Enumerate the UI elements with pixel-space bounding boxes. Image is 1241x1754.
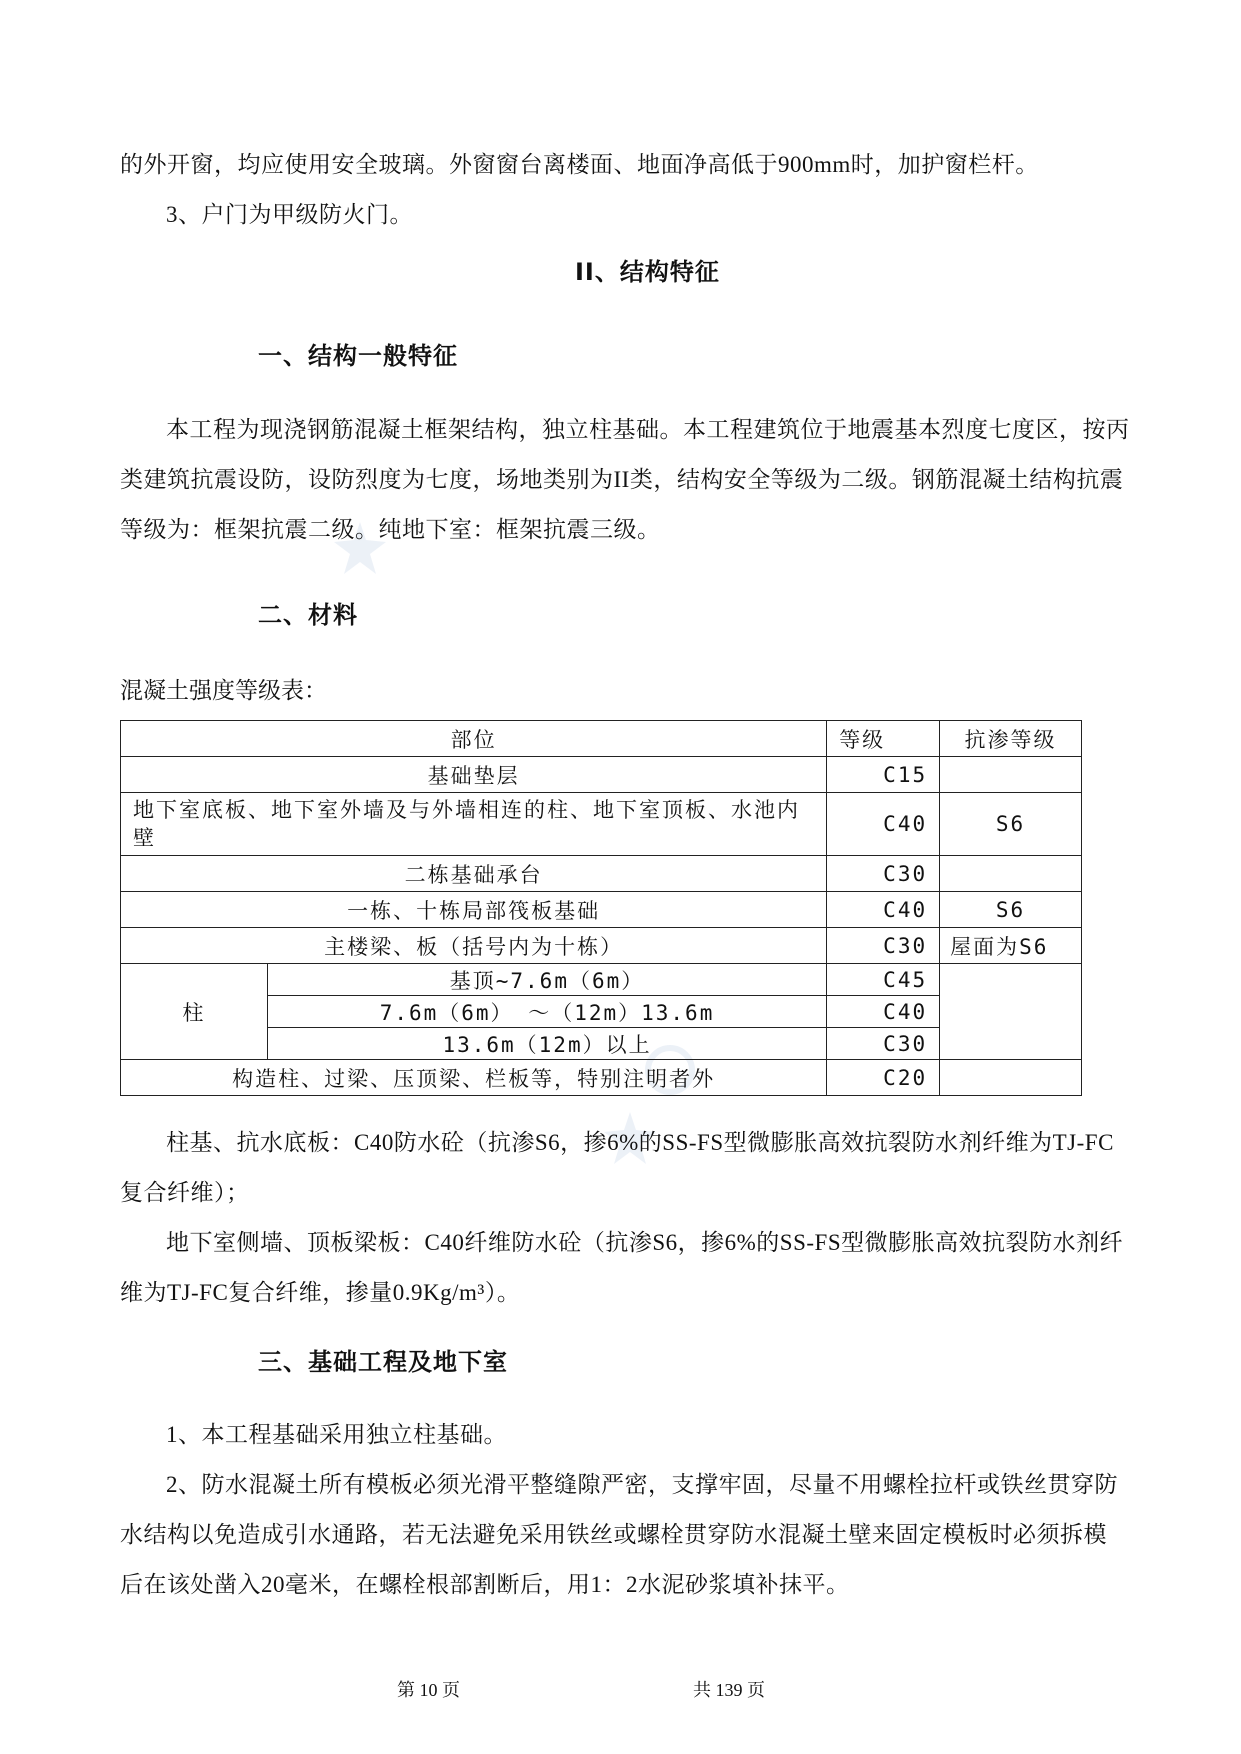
table-row: [121, 757, 1082, 793]
part-cell: 主楼梁、板（括号内为十栋）: [121, 928, 827, 964]
paragraph-structure-description: 本工程为现浇钢筋混凝土框架结构，独立柱基础。本工程建筑位于地震基本烈度七度区，按丙类建筑抗震设防，设防烈度为七度，场地类别为II类，结构安全等级为二级。钢筋混凝土结构抗震等级为：框架抗震二级。纯地下室：框架抗震三级。: [120, 417, 1130, 542]
header-impermeability: 抗渗等级: [940, 721, 1082, 757]
paragraph-foundation-concrete: 柱基、抗水底板：C40防水砼（抗渗S6，掺6%的SS-FS型微膨胀高效抗裂防水剂纤维为TJ-FC复合纤维）；: [120, 1130, 1114, 1205]
table-row: [121, 964, 1082, 996]
part-cell: 7.6m（6m） ～（12m）13.6m: [267, 996, 826, 1028]
part-cell: 基顶~7.6m（6m）: [267, 964, 826, 996]
table-row: [121, 856, 1082, 892]
table-row: [121, 928, 1082, 964]
table-caption: 混凝土强度等级表：: [120, 678, 327, 703]
part-cell: 地下室底板、地下室外墙及与外墙相连的柱、地下室顶板、水池内壁: [121, 793, 827, 856]
part-cell: 一栋、十栋局部筏板基础: [121, 892, 827, 928]
grade-cell: C20: [827, 1060, 940, 1096]
page-number: 第 10 页: [397, 1680, 460, 1700]
part-cell: 基础垫层: [121, 757, 827, 793]
paragraph-basement-walls: 地下室侧墙、顶板梁板：C40纤维防水砼（抗渗S6，掺6%的SS-FS型微膨胀高效抗裂防水剂纤维为TJ-FC复合纤维，掺量0.9Kg/m³）。: [120, 1230, 1124, 1305]
impermeability-cell: S6: [940, 892, 1082, 928]
heading-materials: 二、材料: [258, 601, 358, 629]
grade-cell: C15: [827, 757, 940, 793]
heading-general-structure: 一、结构一般特征: [258, 342, 458, 370]
total-pages: 共 139 页: [693, 1680, 765, 1700]
grade-cell: C40: [827, 892, 940, 928]
grade-cell: C45: [827, 964, 940, 996]
grade-cell: C30: [827, 856, 940, 892]
section-title: II、结构特征: [575, 258, 720, 286]
table-header-row: [121, 721, 1082, 757]
table-row: [121, 1060, 1082, 1096]
grade-cell: C40: [827, 996, 940, 1028]
part-cell: 二栋基础承台: [121, 856, 827, 892]
part-cell: 构造柱、过梁、压顶梁、栏板等，特别注明者外: [121, 1060, 827, 1096]
impermeability-cell: [940, 1060, 1082, 1096]
column-group-label: 柱: [121, 964, 268, 1060]
grade-cell: C40: [827, 793, 940, 856]
impermeability-cell: [940, 757, 1082, 793]
grade-cell: C30: [827, 1028, 940, 1060]
impermeability-cell: S6: [940, 793, 1082, 856]
paragraph-window-safety: 的外开窗，均应使用安全玻璃。外窗窗台离楼面、地面净高低于900mm时，加护窗栏杆。: [120, 152, 1039, 177]
paragraph-foundation-type: 1、本工程基础采用独立柱基础。: [166, 1422, 507, 1447]
impermeability-cell: [940, 856, 1082, 892]
header-part: 部位: [121, 721, 827, 757]
table-row: [121, 892, 1082, 928]
part-cell: 13.6m（12m）以上: [267, 1028, 826, 1060]
paragraph-formwork: 2、防水混凝土所有模板必须光滑平整缝隙严密，支撑牢固，尽量不用螺栓拉杆或铁丝贯穿防水结构以免造成引水通路，若无法避免采用铁丝或螺栓贯穿防水混凝土壁来固定模板时必须拆模后在该处凿入20毫米，在螺栓根部割断后，用1：2水泥砂浆填补抹平。: [120, 1472, 1118, 1597]
table-row: [121, 793, 1082, 856]
paragraph-fire-door: 3、户门为甲级防火门。: [166, 202, 413, 227]
impermeability-cell: [940, 964, 1082, 1060]
concrete-grade-table: [120, 720, 1082, 1096]
grade-cell: C30: [827, 928, 940, 964]
heading-foundation-basement: 三、基础工程及地下室: [258, 1348, 508, 1376]
header-grade: 等级: [827, 721, 940, 757]
impermeability-cell: 屋面为S6: [940, 928, 1082, 964]
